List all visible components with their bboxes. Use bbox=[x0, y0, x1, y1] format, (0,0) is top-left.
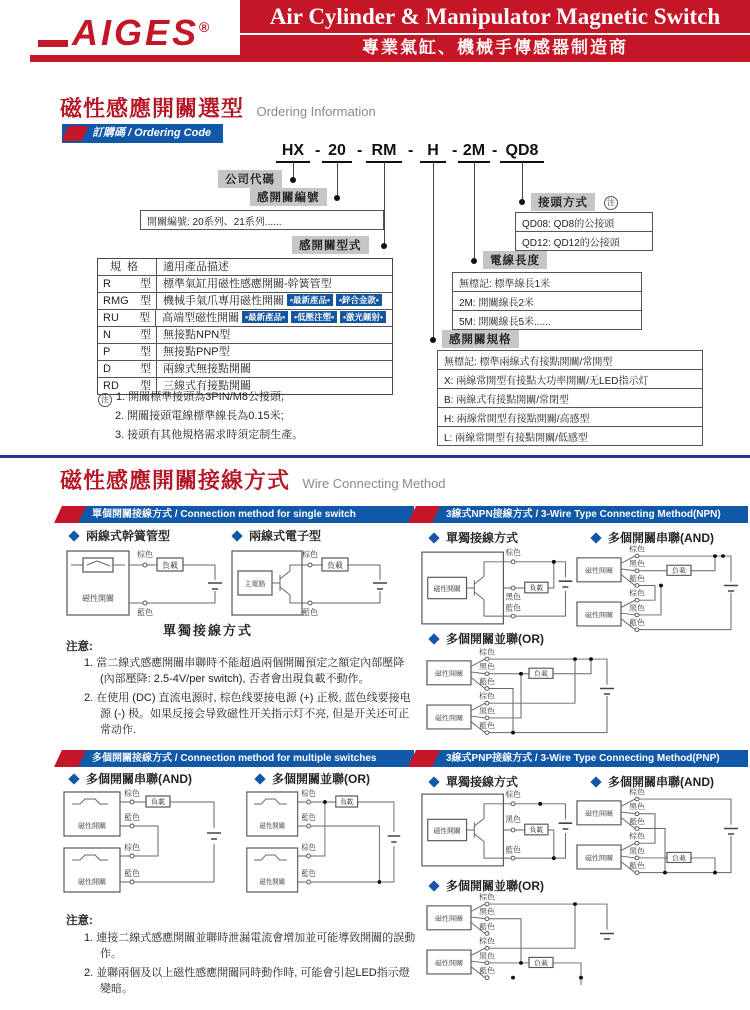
wire-label-brown: 棕色 bbox=[302, 550, 318, 559]
load-label: 負載 bbox=[534, 670, 548, 678]
terminal bbox=[130, 824, 134, 828]
notice-title: 注意: bbox=[66, 915, 93, 927]
wire-label-brown: 棕色 bbox=[629, 588, 645, 598]
diagram-title-pnp-or: 多個開關並聯(OR) bbox=[430, 877, 544, 894]
wire-label-black: 黑色 bbox=[505, 815, 521, 825]
switch-type-table bbox=[97, 258, 393, 395]
battery-icon bbox=[559, 823, 573, 829]
transistor-icon bbox=[467, 818, 484, 841]
terminal bbox=[511, 828, 515, 832]
diagram-pnp-or bbox=[425, 893, 625, 985]
wire-label-brown: 棕色 bbox=[479, 892, 495, 902]
section-divider bbox=[0, 455, 750, 458]
wire-label-black: 黑色 bbox=[479, 662, 495, 672]
switch-number-note: 開關編號: 20系列、21系列...... bbox=[147, 216, 282, 228]
diagram-npn-single bbox=[420, 548, 580, 628]
diagram-title-pnp-single: 單獨接線方式 bbox=[430, 773, 518, 790]
wire-label-brown: 棕色 bbox=[479, 647, 495, 657]
junction-dot bbox=[552, 856, 556, 860]
wiring-title-en: Wire Connecting Method bbox=[302, 476, 446, 491]
diamond-icon bbox=[68, 773, 79, 784]
switch-label: 磁性開關 bbox=[259, 822, 285, 831]
terminal bbox=[485, 917, 489, 921]
junction-dot bbox=[721, 554, 725, 558]
table-row bbox=[98, 275, 392, 292]
model-suffix: 型 bbox=[140, 278, 151, 290]
terminal bbox=[635, 584, 639, 588]
model-suffix: 型 bbox=[140, 363, 151, 375]
wire-label-blue: 藍色 bbox=[479, 721, 495, 730]
callout-dot bbox=[430, 337, 436, 343]
ordering-code-chip: 訂購碼 / Ordering Code bbox=[62, 124, 223, 143]
switch-box bbox=[232, 551, 302, 615]
switch-number-box bbox=[140, 210, 384, 230]
table-row bbox=[98, 326, 392, 343]
model-suffix: 型 bbox=[140, 380, 151, 392]
terminal bbox=[485, 731, 489, 735]
code-segment-company: HX bbox=[276, 142, 310, 163]
load-label: 負載 bbox=[529, 584, 544, 592]
switch-label: 磁性開關 bbox=[585, 810, 613, 818]
wire-label-blue: 藍色 bbox=[505, 845, 521, 855]
battery-icon bbox=[388, 836, 401, 842]
load-label: 負載 bbox=[534, 959, 548, 967]
terminal bbox=[485, 976, 489, 980]
wire bbox=[489, 659, 607, 733]
diagram-npn-and bbox=[575, 545, 748, 637]
switch-label: 磁性開關 bbox=[82, 594, 114, 603]
cable-option: 2M: 開關線長2米 bbox=[453, 291, 641, 310]
connector-options-box bbox=[515, 212, 653, 251]
wire-label-brown: 棕色 bbox=[124, 843, 140, 852]
model-desc: 兩線式無接點開關 bbox=[163, 363, 251, 375]
junction-dot bbox=[323, 800, 327, 804]
wire bbox=[489, 904, 607, 985]
terminal bbox=[635, 797, 639, 801]
junction-dot bbox=[713, 554, 717, 558]
junction-dot bbox=[659, 584, 663, 588]
code-segment-type: RM bbox=[366, 142, 402, 163]
junction-dot bbox=[579, 976, 583, 980]
spec-option: L: 兩線常開型有接點開關/低感型 bbox=[438, 426, 702, 445]
terminal bbox=[485, 657, 489, 661]
diagram-npn-or bbox=[425, 648, 625, 740]
wire-label-blue: 藍色 bbox=[629, 817, 645, 826]
registered-mark: ® bbox=[199, 19, 213, 35]
model: D bbox=[103, 363, 111, 375]
ordering-notes bbox=[98, 388, 303, 445]
product-badge: •鋅合金款• bbox=[336, 294, 382, 306]
terminal bbox=[635, 569, 639, 573]
ordering-note: 3. 接頭有其他規格需求時須定制生產。 bbox=[115, 429, 304, 441]
spec-options-box bbox=[437, 350, 703, 446]
spec-option: H: 兩線常開型有接點開關/高感型 bbox=[438, 407, 702, 426]
junction-dot bbox=[552, 560, 556, 564]
wire-label-brown: 棕色 bbox=[505, 790, 521, 800]
wire-label-blue: 藍色 bbox=[479, 922, 495, 931]
model-suffix: 型 bbox=[140, 295, 151, 307]
model-desc: 機械手氣爪專用磁性開關 bbox=[163, 295, 284, 307]
switch-label: 磁性開關 bbox=[585, 611, 613, 619]
wire-label-black: 黑色 bbox=[629, 846, 645, 856]
load-label: 負載 bbox=[340, 798, 354, 807]
load-label: 負載 bbox=[672, 567, 686, 575]
code-segment-spec: H bbox=[420, 142, 446, 163]
wire-label-blue: 藍色 bbox=[629, 574, 645, 583]
diamond-icon bbox=[590, 532, 601, 543]
wire-label-brown: 棕色 bbox=[137, 550, 153, 559]
model-desc: 無接點PNP型 bbox=[163, 346, 230, 358]
reed-contact bbox=[254, 855, 287, 860]
junction-dot bbox=[713, 871, 717, 875]
diamond-icon bbox=[428, 880, 439, 891]
notice-item: 1. 當二線式感應開關串聯時不能超過兩個開關預定之額定內部壓降(內部壓降: 2.5-4V/per switch), 否者會出現負載不動作。 bbox=[84, 657, 405, 685]
code-segment-cable: 2M bbox=[458, 142, 490, 163]
diagram-title-npn-single: 單獨接線方式 bbox=[430, 529, 518, 546]
wire-label-blue: 藍色 bbox=[301, 812, 316, 823]
terminal bbox=[307, 800, 311, 804]
wire-label-brown: 棕色 bbox=[301, 842, 316, 853]
terminal bbox=[635, 856, 639, 860]
banner-multiple-switch: 多個開關接線方式 / Connection method for multiple switches bbox=[62, 750, 414, 767]
callout-dot bbox=[290, 177, 296, 183]
cable-option: 5M: 開關線長5米...... bbox=[453, 310, 641, 329]
battery-icon bbox=[600, 933, 614, 939]
wire-label-blue: 藍色 bbox=[124, 869, 140, 878]
model-suffix: 型 bbox=[140, 329, 151, 341]
diagram-title-reed-and: 多個開關串聯(AND) bbox=[70, 770, 192, 787]
wire-label-blue: 藍色 bbox=[479, 677, 495, 686]
terminal bbox=[130, 800, 134, 804]
label-cable-length: 電線長度 bbox=[483, 251, 547, 269]
wire-label-black: 黑色 bbox=[505, 592, 521, 602]
switch-label: 磁性開關 bbox=[259, 878, 285, 887]
load-label: 負載 bbox=[529, 826, 544, 834]
callout-dot bbox=[519, 199, 525, 205]
switch-label: 磁性開關 bbox=[435, 670, 463, 678]
terminal bbox=[307, 854, 311, 858]
battery-icon bbox=[373, 583, 387, 589]
wire-label-blue: 藍色 bbox=[301, 868, 316, 879]
junction-dot bbox=[378, 880, 382, 884]
wire-label-brown: 棕色 bbox=[301, 788, 316, 799]
terminal bbox=[485, 687, 489, 691]
junction-dot bbox=[663, 871, 667, 875]
wire-label-black: 黑色 bbox=[629, 603, 645, 613]
terminal bbox=[485, 701, 489, 705]
switch-label: 磁性開關 bbox=[433, 585, 461, 593]
code-dash: - bbox=[492, 142, 498, 159]
load-label: 負載 bbox=[162, 561, 178, 570]
main-circuit-label: 主電路 bbox=[244, 581, 266, 588]
wire-label-blue: 藍色 bbox=[629, 618, 645, 627]
ordering-section-title bbox=[60, 92, 376, 123]
diagram-reed-and bbox=[62, 788, 237, 900]
code-segment-connector: QD8 bbox=[500, 142, 544, 163]
diamond-icon bbox=[428, 633, 439, 644]
single-wiring-caption: 單獨接線方式 bbox=[163, 623, 254, 638]
product-badge: •激光鐳射• bbox=[340, 311, 386, 323]
note-mark-icon: 注 bbox=[604, 196, 618, 210]
reed-contact bbox=[72, 799, 108, 804]
connector-option: QD12: QD12的公接頭 bbox=[516, 231, 652, 250]
spec-option: X: 兩線常開型有接點大功率開關/无LED指示灯 bbox=[438, 369, 702, 388]
junction-dot bbox=[538, 802, 542, 806]
diagram-title-reed-or: 多個開關並聯(OR) bbox=[256, 770, 370, 787]
code-dash: - bbox=[452, 142, 458, 159]
terminal bbox=[635, 598, 639, 602]
callout-line bbox=[433, 162, 434, 340]
terminal bbox=[307, 880, 311, 884]
notice-item: 1. 連接二線式感應開關並聯時泄漏電流會增加並可能導致開關的誤動作。 bbox=[84, 932, 416, 960]
switch-box bbox=[67, 551, 129, 615]
model-suffix: 型 bbox=[140, 346, 151, 358]
multiple-wiring-notes bbox=[84, 930, 416, 1000]
diagram-title-npn-and: 多個開關串聯(AND) bbox=[592, 529, 714, 546]
switch-label: 磁性開關 bbox=[435, 959, 463, 967]
notice-item: 2. 並聯兩個及以上磁性感應開關同時動作時, 可能會引起LED指示燈變暗。 bbox=[84, 967, 410, 995]
model: RMG bbox=[103, 295, 129, 307]
terminal bbox=[307, 824, 311, 828]
diagram-pnp-and bbox=[575, 788, 748, 880]
brand-logo bbox=[72, 12, 212, 54]
wire-label-brown: 棕色 bbox=[479, 691, 495, 701]
wire-label-blue: 藍色 bbox=[124, 813, 140, 822]
terminal bbox=[511, 586, 515, 590]
junction-dot bbox=[519, 961, 523, 965]
ordering-title-zh: 磁性感應開關選型 bbox=[60, 96, 245, 121]
model-desc: 標準氣缸用磁性感應開關-幹簧管型 bbox=[163, 278, 332, 290]
product-badge: •低壓注塑• bbox=[291, 311, 337, 323]
junction-dot bbox=[573, 902, 577, 906]
cable-option: 無標記: 標準線長1米 bbox=[459, 278, 551, 290]
reed-contact bbox=[71, 561, 125, 566]
reed-contact bbox=[72, 855, 108, 860]
junction-dot bbox=[589, 657, 593, 661]
header-subtitle-zh: 專業氣缸、機械手傳感器制造商 bbox=[362, 38, 628, 57]
switch-label: 磁性開關 bbox=[78, 879, 106, 886]
connector-option: QD08: QD8的公接頭 bbox=[522, 218, 615, 230]
terminal bbox=[635, 827, 639, 831]
transistor-icon bbox=[272, 571, 290, 595]
table-row bbox=[98, 309, 392, 326]
reed-contact bbox=[254, 799, 287, 804]
terminal bbox=[511, 856, 515, 860]
notice-item: 2. 在使用 (DC) 直流电源时, 棕色线要接电源 (+) 正极, 蓝色线要接电源 (-) 极。如果反接会导致磁性开关指示灯不亮, 但是开关还可正常动作. bbox=[84, 692, 411, 736]
battery-icon bbox=[724, 585, 738, 591]
ordering-note: 1. 開關標準接頭為3PIN/M8公接頭; bbox=[116, 391, 285, 403]
label-switch-type: 感開關型式 bbox=[292, 236, 369, 254]
terminal bbox=[635, 628, 639, 632]
terminal bbox=[130, 880, 134, 884]
diagram-title-npn-or: 多個開關並聯(OR) bbox=[430, 630, 544, 647]
brand-logo-text: AIGES bbox=[72, 12, 200, 53]
wire-label-brown: 棕色 bbox=[629, 787, 645, 797]
junction-dot bbox=[573, 657, 577, 661]
wire-label-black: 黑色 bbox=[629, 802, 645, 812]
diagram-title-pnp-and: 多個開關串聯(AND) bbox=[592, 773, 714, 790]
terminal bbox=[635, 554, 639, 558]
battery-icon bbox=[559, 581, 573, 587]
table-header-desc: 適用產品描述 bbox=[163, 261, 229, 273]
terminal bbox=[485, 946, 489, 950]
banner-single-switch: 單個開關接線方式 / Connection method for single switch bbox=[62, 506, 414, 523]
terminal bbox=[130, 854, 134, 858]
callout-dot bbox=[381, 243, 387, 249]
note-mark-icon: 注 bbox=[98, 393, 112, 407]
terminal bbox=[511, 802, 515, 806]
terminal bbox=[635, 812, 639, 816]
ordering-note: 2. 開關接頭電線標準線長為0.15米; bbox=[115, 410, 284, 422]
terminal bbox=[143, 563, 147, 567]
load-label: 負載 bbox=[151, 799, 165, 806]
terminal bbox=[511, 560, 515, 564]
ordering-title-en: Ordering Information bbox=[256, 104, 376, 119]
wire-label-brown: 棕色 bbox=[505, 548, 521, 558]
terminal bbox=[308, 563, 312, 567]
wiring-section-title bbox=[60, 464, 446, 495]
diagram-reed-or bbox=[245, 788, 413, 900]
terminal bbox=[485, 932, 489, 936]
banner-pnp: 3線式PNP接線方式 / 3-Wire Type Connecting Method(PNP) bbox=[416, 750, 748, 767]
diamond-icon bbox=[428, 532, 439, 543]
wire-label-blue: 藍色 bbox=[137, 608, 153, 617]
logo-dash bbox=[38, 40, 68, 47]
switch-label: 磁性開關 bbox=[435, 915, 463, 923]
switch-label: 磁性開關 bbox=[585, 567, 613, 575]
junction-dot bbox=[511, 976, 515, 980]
callout-line bbox=[384, 162, 385, 246]
switch-label: 磁性開關 bbox=[433, 827, 461, 835]
wire-label-blue: 藍色 bbox=[479, 966, 495, 975]
header-title-en: Air Cylinder & Manipulator Magnetic Switch bbox=[269, 4, 721, 29]
switch-label: 磁性開關 bbox=[585, 854, 613, 862]
diamond-icon bbox=[590, 776, 601, 787]
header-banner bbox=[240, 0, 750, 62]
table-row bbox=[98, 360, 392, 377]
switch-label: 磁性開關 bbox=[435, 714, 463, 722]
diagram-title-electronic-single: 兩線式電子型 bbox=[233, 527, 321, 544]
wire-label-black: 黑色 bbox=[629, 559, 645, 569]
diagram-pnp-single bbox=[420, 790, 580, 870]
product-badge: •最新產品• bbox=[287, 294, 333, 306]
wire-label-brown: 棕色 bbox=[629, 831, 645, 841]
code-dash: - bbox=[408, 142, 414, 159]
wire-label-brown: 棕色 bbox=[124, 789, 140, 798]
diamond-icon bbox=[68, 530, 79, 541]
code-dash: - bbox=[315, 142, 321, 159]
terminal bbox=[485, 902, 489, 906]
load-label: 負載 bbox=[672, 854, 686, 862]
diagram-title-reed-single: 兩線式幹簧管型 bbox=[70, 527, 170, 544]
terminal bbox=[635, 841, 639, 845]
terminal bbox=[511, 614, 515, 618]
model: RD bbox=[103, 380, 119, 392]
wire-label-brown: 棕色 bbox=[479, 936, 495, 946]
diagram-electronic-single bbox=[230, 545, 400, 620]
label-company-code: 公司代碼 bbox=[218, 170, 282, 188]
junction-dot bbox=[511, 731, 515, 735]
single-wiring-notes bbox=[84, 655, 416, 741]
wire-label-blue: 藍色 bbox=[505, 603, 521, 613]
table-row bbox=[98, 292, 392, 309]
table-header-row bbox=[98, 259, 392, 275]
terminal bbox=[635, 613, 639, 617]
label-switch-spec: 感開關規格 bbox=[442, 330, 519, 348]
model: RU bbox=[103, 312, 119, 324]
terminal bbox=[485, 672, 489, 676]
terminal bbox=[143, 601, 147, 605]
terminal bbox=[308, 601, 312, 605]
terminal bbox=[485, 961, 489, 965]
switch-label: 磁性開關 bbox=[78, 823, 106, 830]
terminal bbox=[485, 716, 489, 720]
battery-icon bbox=[208, 583, 222, 589]
wire-label-blue: 藍色 bbox=[629, 861, 645, 870]
code-dash: - bbox=[357, 142, 363, 159]
junction-dot bbox=[519, 672, 523, 676]
callout-line bbox=[337, 162, 338, 198]
notice-title: 注意: bbox=[66, 641, 93, 653]
diamond-icon bbox=[428, 776, 439, 787]
model-suffix: 型 bbox=[139, 312, 151, 324]
wiring-title-zh: 磁性感應開關接線方式 bbox=[60, 468, 291, 493]
model-desc: 無接點NPN型 bbox=[163, 329, 231, 341]
callout-dot bbox=[471, 258, 477, 264]
battery-icon bbox=[724, 828, 738, 834]
product-badge: •最新產品• bbox=[242, 311, 288, 323]
callout-line bbox=[474, 162, 475, 261]
diagram-reed-single bbox=[65, 545, 235, 620]
banner-npn: 3線式NPN接線方式 / 3-Wire Type Connecting Method(NPN) bbox=[416, 506, 748, 523]
model: N bbox=[103, 329, 111, 341]
battery-icon bbox=[600, 688, 614, 694]
model-desc: 高端型磁性開關 bbox=[162, 312, 240, 324]
load-label: 負載 bbox=[327, 561, 343, 570]
model: R bbox=[103, 278, 111, 290]
wire-label-black: 黑色 bbox=[479, 706, 495, 716]
label-connector-method: 接頭方式 bbox=[531, 193, 595, 211]
callout-line bbox=[522, 162, 523, 202]
spec-option: 無標記: 標準兩線式有接點開關/常開型 bbox=[444, 356, 613, 368]
table-row bbox=[98, 343, 392, 360]
table-header-spec: 規格 bbox=[98, 259, 157, 275]
wire-label-brown: 棕色 bbox=[629, 544, 645, 554]
transistor-icon bbox=[467, 576, 484, 599]
battery-icon bbox=[207, 833, 221, 839]
diamond-icon bbox=[254, 773, 265, 784]
model: P bbox=[103, 346, 111, 358]
label-switch-number: 感開關編號 bbox=[250, 188, 327, 206]
model-desc: 三線式有接點開關 bbox=[163, 380, 251, 392]
code-segment-series: 20 bbox=[322, 142, 352, 163]
diamond-icon bbox=[231, 530, 242, 541]
wire-label-black: 黑色 bbox=[479, 907, 495, 917]
spec-option: B: 兩線式有接點開關/常閉型 bbox=[438, 388, 702, 407]
callout-dot bbox=[334, 195, 340, 201]
cable-options-box bbox=[452, 272, 642, 330]
terminal bbox=[635, 871, 639, 875]
wire-label-black: 黑色 bbox=[479, 951, 495, 961]
wire-label-blue: 藍色 bbox=[302, 608, 318, 617]
